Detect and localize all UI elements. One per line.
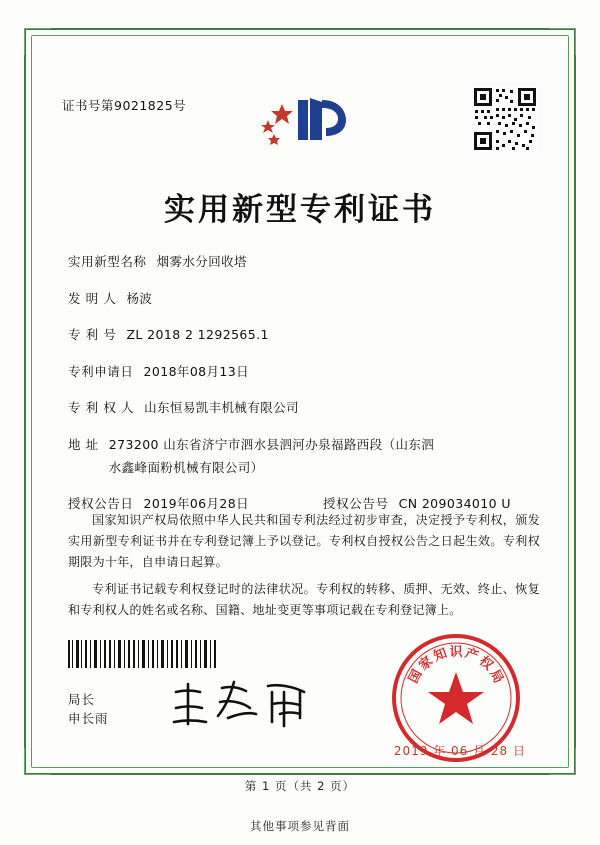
signature-title xyxy=(68,690,109,728)
field-label: 专利申请日 xyxy=(68,363,134,379)
field-value: 烟雾水分回收塔 xyxy=(156,254,247,269)
svg-text:家: 家 xyxy=(416,653,436,674)
field-label: 地 址 xyxy=(68,436,99,452)
field-value: ZL 2018 2 1292565.1 xyxy=(126,327,269,342)
address-line-1: 273200 山东省济宁市泗水县泗河办泉福路西段（山东泗 xyxy=(108,436,435,452)
border-corner-bottom-right xyxy=(549,748,576,775)
border-corner-bottom-left xyxy=(24,748,51,775)
page-title: 实用新型专利证书 xyxy=(164,192,436,228)
field-row-patent-number xyxy=(68,325,540,345)
footer-note: 其他事项参见背面 xyxy=(250,819,350,833)
field-value: 2018年08月13日 xyxy=(143,363,250,379)
seal-date: 2019 年 06 月 28 日 xyxy=(393,744,526,758)
page-indicator: 第 1 页（共 2 页） xyxy=(244,779,356,793)
signature-title-line-1: 局长 xyxy=(68,692,96,707)
legal-paragraph-2: 专利证书记载专利权登记时的法律状况。专利权的转移、质押、无效、终止、恢复和专利权人的姓名或名称、国籍、地址变更等事项记载在专利登记簿上。 xyxy=(68,582,540,617)
field-row-application-date xyxy=(68,362,540,382)
certificate-number: 证书号第9021825号 xyxy=(62,98,187,113)
field-value: 山东恒易凯丰机械有限公司 xyxy=(144,400,299,415)
field-list xyxy=(68,252,540,531)
svg-text:权: 权 xyxy=(476,653,496,674)
handwritten-signature xyxy=(168,678,318,730)
field-label: 专 利 权 人 xyxy=(68,400,135,415)
legal-text xyxy=(68,510,540,627)
svg-text:识: 识 xyxy=(449,645,463,660)
grant-number-value: CN 209034010 U xyxy=(398,496,511,511)
field-value: 杨波 xyxy=(126,290,153,306)
field-label: 实用新型名称 xyxy=(68,254,147,269)
grant-number-label: 授权公告号 xyxy=(323,496,389,511)
qr-code-icon xyxy=(472,86,538,152)
grant-date-value: 2019年06月28日 xyxy=(143,496,250,511)
field-row-patentee xyxy=(68,398,540,418)
field-label: 专 利 号 xyxy=(68,327,117,342)
signature-title-line-2: 申长雨 xyxy=(68,711,109,726)
address-line-2: 水鑫峰面粉机械有限公司） xyxy=(108,459,264,475)
barcode-icon xyxy=(68,640,218,668)
svg-text:知: 知 xyxy=(431,645,450,665)
border-corner-top-right xyxy=(549,28,576,55)
field-row-inventor xyxy=(68,289,540,309)
field-label: 发 明 人 xyxy=(68,290,117,306)
grant-date-label: 授权公告日 xyxy=(68,496,134,511)
legal-paragraph-1: 国家知识产权局依照中华人民共和国专利法经过初步审查，决定授予专利权，颁发实用新型专利证书并在专利登记簿上予以登记。专利权自授权公告之日起生效。专利权期限为十年，自申请日起算。 xyxy=(68,513,540,569)
border-corner-top-left xyxy=(24,28,51,55)
field-value xyxy=(109,435,434,478)
field-row-name xyxy=(68,252,540,272)
patent-office-logo-icon xyxy=(252,78,348,156)
field-row-address xyxy=(68,435,540,478)
svg-text:国: 国 xyxy=(406,667,426,686)
svg-text:局: 局 xyxy=(486,667,506,686)
svg-text:产: 产 xyxy=(462,645,481,665)
